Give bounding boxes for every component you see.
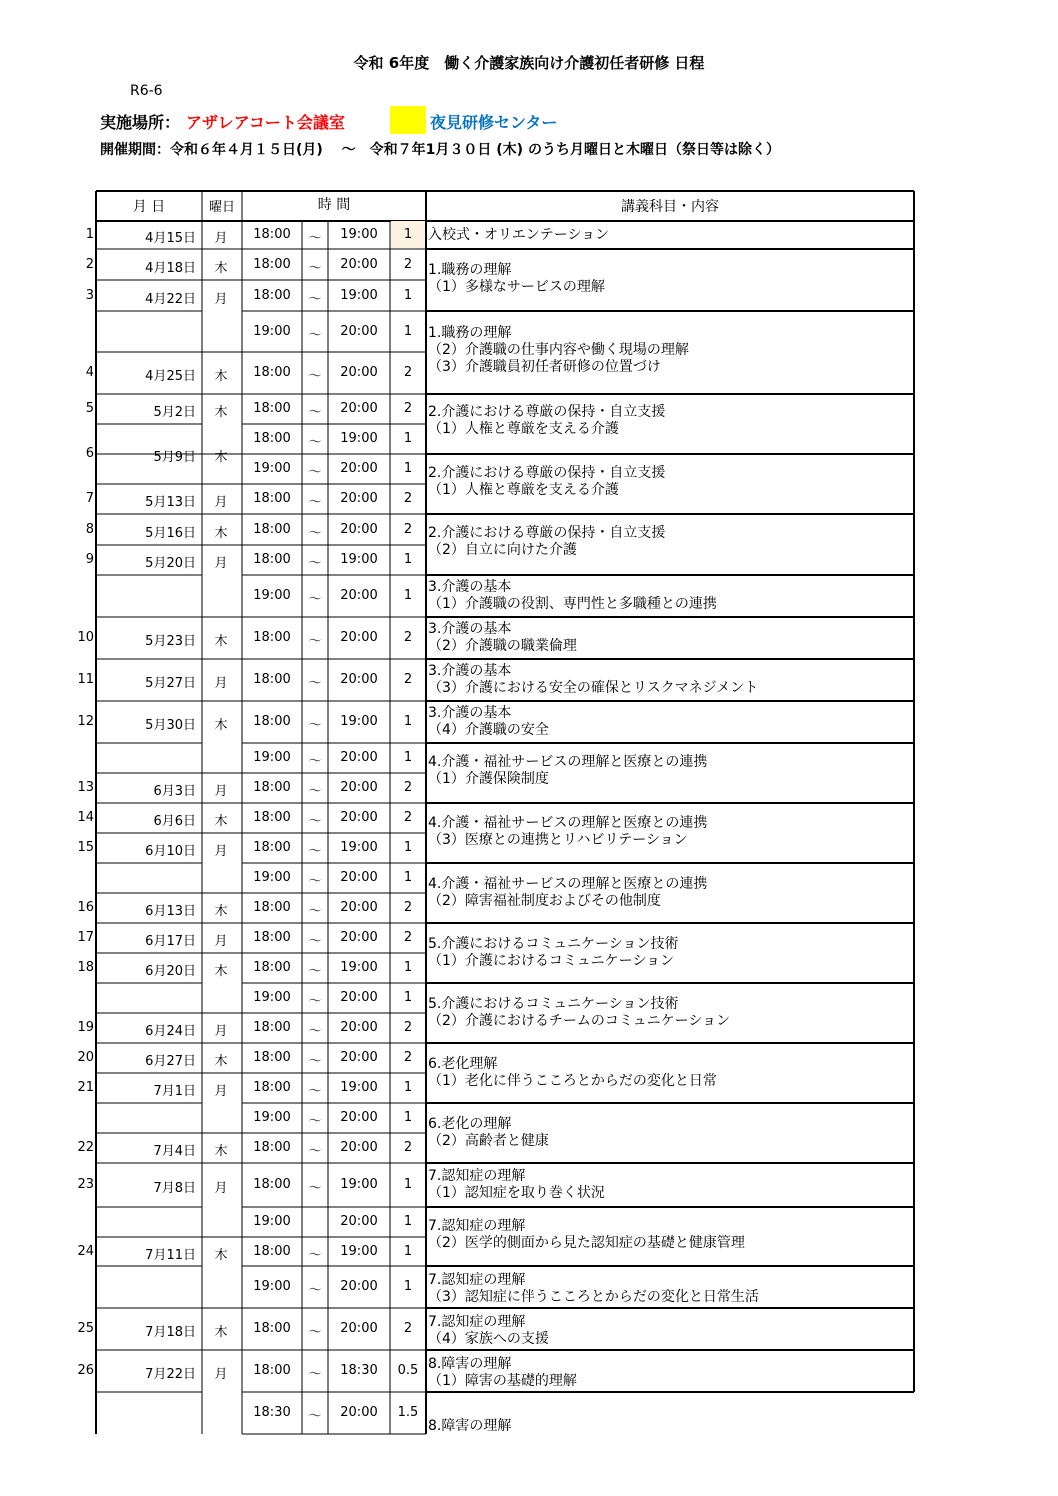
time-separator: ～ [308, 676, 322, 691]
date-cell: 7月18日 [145, 1325, 196, 1340]
hours-cell: 1 [403, 323, 413, 339]
subject-detail: （2）医学的側面から見た認知症の基礎と健康管理 [428, 1235, 745, 1251]
row-number: 2 [85, 256, 94, 272]
end-time-cell: 20:00 [340, 256, 378, 272]
hours-cell: 2 [403, 672, 413, 687]
time-separator: ～ [308, 405, 322, 420]
time-separator: ～ [308, 754, 322, 769]
end-time-cell: 20:00 [340, 630, 378, 645]
row-number: 15 [77, 840, 94, 855]
date-cell: 5月2日 [153, 405, 196, 420]
subject-detail: （1）認知症を取り巻く状況 [428, 1185, 605, 1201]
subject-title: 4.介護・福祉サービスの理解と医療との連携 [428, 815, 708, 831]
start-time-cell: 18:00 [253, 521, 291, 537]
date-cell: 6月27日 [145, 1054, 196, 1069]
row-number: 4 [85, 365, 94, 380]
subject-detail: （3）認知症に伴うこころとからだの変化と日常生活 [428, 1289, 759, 1305]
subject-title: 7.認知症の理解 [428, 1272, 526, 1288]
venue-label: 実施場所： [100, 113, 181, 132]
start-time-cell: 18:00 [253, 287, 291, 303]
hours-cell: 1 [403, 714, 413, 729]
row-number: 5 [85, 401, 94, 416]
venue-main: アザレアコート会議室 [186, 113, 345, 132]
row-number: 1 [85, 227, 94, 242]
end-time-cell: 20:00 [340, 1020, 378, 1035]
weekday-cell: 木 [214, 964, 228, 979]
time-separator: ～ [308, 1144, 322, 1159]
date-cell: 7月22日 [145, 1367, 196, 1382]
hours-cell: 2 [403, 521, 413, 537]
subject-detail: （4）介護職の安全 [428, 722, 549, 738]
end-time-cell: 20:00 [340, 1214, 378, 1229]
time-separator: ～ [308, 495, 322, 510]
start-time-cell: 18:00 [253, 227, 291, 242]
subject-title: 6.老化の理解 [428, 1116, 512, 1132]
time-separator: ～ [308, 465, 322, 480]
weekday-cell: 木 [214, 1144, 228, 1159]
row-number: 25 [77, 1321, 94, 1336]
hours-cell: 1 [403, 1110, 413, 1125]
subject-title: 5.介護におけるコミュニケーション技術 [428, 936, 679, 952]
date-cell: 6月20日 [145, 964, 196, 979]
date-cell: 6月17日 [145, 934, 196, 949]
subject-title: 1.職務の理解 [428, 325, 512, 341]
end-time-cell: 20:00 [340, 930, 378, 945]
end-time-cell: 20:00 [340, 1405, 378, 1420]
subject-title: 3.介護の基本 [428, 705, 512, 721]
hours-cell: 1 [403, 870, 413, 885]
time-separator: ～ [308, 1325, 322, 1340]
date-cell: 4月15日 [145, 231, 196, 246]
hours-cell: 0.5 [397, 1363, 419, 1378]
start-time-cell: 18:00 [253, 1050, 291, 1065]
hours-cell: 1 [403, 1080, 413, 1095]
hours-cell: 2 [403, 1020, 413, 1035]
subject-detail: （4）家族への支援 [428, 1331, 549, 1347]
weekday-cell: 木 [214, 1247, 228, 1263]
subject-title: 3.介護の基本 [428, 579, 512, 595]
subject-title: 8.障害の理解 [428, 1356, 512, 1372]
start-time-cell: 19:00 [253, 1279, 291, 1294]
hours-cell: 2 [403, 1321, 413, 1336]
end-time-cell: 20:00 [340, 521, 378, 537]
start-time-cell: 18:00 [253, 810, 291, 825]
row-number: 20 [77, 1050, 94, 1065]
subject-title: 3.介護の基本 [428, 663, 512, 679]
start-time-cell: 18:00 [253, 491, 291, 506]
subject-detail: （2）介護職の職業倫理 [428, 638, 577, 654]
weekday-cell: 木 [214, 1325, 228, 1340]
row-number: 9 [85, 552, 94, 567]
time-separator: ～ [308, 934, 322, 949]
end-time-cell: 20:00 [340, 780, 378, 795]
start-time-cell: 18:00 [253, 672, 291, 687]
end-time-cell: 20:00 [340, 810, 378, 825]
end-time-cell: 19:00 [340, 1080, 378, 1095]
hours-cell: 2 [403, 401, 413, 416]
hours-cell: 1 [403, 287, 413, 303]
start-time-cell: 19:00 [253, 323, 291, 339]
subject-title: 6.老化理解 [428, 1056, 498, 1072]
date-cell: 6月13日 [145, 904, 196, 919]
hours-cell: 2 [403, 810, 413, 825]
date-cell: 6月6日 [153, 814, 196, 829]
row-number: 24 [77, 1243, 94, 1259]
end-time-cell: 18:30 [340, 1363, 378, 1378]
end-time-cell: 20:00 [340, 672, 378, 687]
weekday-cell: 月 [214, 1367, 228, 1382]
hours-cell: 1 [403, 750, 413, 765]
start-time-cell: 19:00 [253, 461, 291, 476]
subject-detail: （1）人権と尊厳を支える介護 [428, 482, 619, 498]
end-time-cell: 19:00 [340, 714, 378, 729]
start-time-cell: 18:00 [253, 1243, 291, 1259]
page-title: 令和 6年度 働く介護家族向け介護初任者研修 日程 [353, 54, 705, 72]
end-time-cell: 19:00 [340, 960, 378, 975]
end-time-cell: 20:00 [340, 1110, 378, 1125]
hours-cell: 2 [403, 365, 413, 380]
weekday-cell: 木 [214, 405, 228, 420]
date-cell: 5月13日 [145, 495, 196, 510]
subject-detail: （2）自立に向けた介護 [428, 542, 577, 558]
subject-title: 入校式・オリエンテーション [428, 227, 610, 243]
end-time-cell: 19:00 [340, 552, 378, 567]
row-number: 6 [85, 446, 94, 461]
subject-detail: （2）介護におけるチームのコミュニケーション [428, 1013, 731, 1029]
date-cell: 6月24日 [145, 1024, 196, 1039]
subject-title: 7.認知症の理解 [428, 1314, 526, 1330]
weekday-cell: 木 [214, 1054, 228, 1069]
row-number: 11 [77, 672, 94, 687]
col-header-time: 時 間 [317, 197, 351, 213]
time-separator: ～ [308, 718, 322, 733]
time-separator: ～ [308, 1054, 322, 1069]
subject-title: 4.介護・福祉サービスの理解と医療との連携 [428, 876, 708, 892]
hours-cell: 2 [403, 491, 413, 506]
hours-cell: 1 [403, 461, 413, 476]
weekday-cell: 月 [214, 291, 228, 307]
start-time-cell: 18:00 [253, 630, 291, 645]
start-time-cell: 18:00 [253, 714, 291, 729]
time-separator: ～ [308, 525, 322, 541]
hours-cell: 1 [403, 990, 413, 1005]
time-separator: ～ [308, 784, 322, 799]
weekday-cell: 木 [214, 525, 228, 541]
subject-detail: （1）介護職の役割、専門性と多職種との連携 [428, 596, 717, 612]
row-number: 19 [77, 1020, 94, 1035]
start-time-cell: 18:00 [253, 1177, 291, 1192]
time-separator: ～ [308, 1247, 322, 1263]
weekday-cell: 月 [214, 1084, 228, 1099]
weekday-cell: 木 [214, 369, 228, 384]
row-number: 26 [77, 1363, 94, 1378]
time-separator: ～ [308, 1114, 322, 1129]
end-time-cell: 20:00 [340, 588, 378, 603]
subject-title: 1.職務の理解 [428, 262, 512, 278]
hours-cell: 2 [403, 630, 413, 645]
start-time-cell: 18:00 [253, 1080, 291, 1095]
start-time-cell: 18:00 [253, 780, 291, 795]
date-cell: 5月30日 [145, 718, 196, 733]
subject-detail: （1）人権と尊厳を支える介護 [428, 421, 619, 437]
time-separator: ～ [308, 844, 322, 859]
start-time-cell: 18:00 [253, 431, 291, 446]
date-cell: 7月1日 [153, 1084, 196, 1099]
date-cell: 5月20日 [145, 556, 196, 571]
end-time-cell: 20:00 [340, 1140, 378, 1155]
weekday-cell: 木 [214, 718, 228, 733]
hours-cell: 2 [403, 930, 413, 945]
hours-cell: 1 [403, 431, 413, 446]
hours-cell: 1 [403, 1214, 413, 1229]
time-separator: ～ [308, 435, 322, 450]
subject-detail: （3）医療との連携とリハビリテーション [428, 832, 688, 848]
end-time-cell: 20:00 [340, 870, 378, 885]
end-time-cell: 20:00 [340, 323, 378, 339]
time-separator: ～ [308, 814, 322, 829]
date-cell: 4月18日 [145, 260, 196, 276]
end-time-cell: 20:00 [340, 365, 378, 380]
time-separator: ～ [308, 1283, 322, 1298]
weekday-cell: 月 [214, 495, 228, 510]
hours-cell: 2 [403, 256, 413, 272]
weekday-cell: 木 [214, 260, 228, 276]
subject-detail: （1）介護におけるコミュニケーション [428, 953, 675, 969]
subject-detail: （2）介護職の仕事内容や働く現場の理解 [428, 342, 689, 358]
date-cell: 5月27日 [145, 676, 196, 691]
date-cell: 4月22日 [145, 291, 196, 307]
hours-cell: 2 [403, 1050, 413, 1065]
subject-title: 3.介護の基本 [428, 621, 512, 637]
date-cell: 6月3日 [153, 784, 196, 799]
col-header-date: 月 日 [132, 199, 166, 215]
start-time-cell: 18:00 [253, 1321, 291, 1336]
end-time-cell: 20:00 [340, 1050, 378, 1065]
weekday-cell: 木 [214, 450, 228, 465]
start-time-cell: 19:00 [253, 1214, 291, 1229]
period-text: 開催期間：令和６年４月１５日(月) ～ 令和７年1月３０日 (木) のうち月曜日と木曜日（祭日等は除く） [100, 142, 780, 158]
time-separator: ～ [308, 904, 322, 919]
start-time-cell: 19:00 [253, 588, 291, 603]
start-time-cell: 18:00 [253, 930, 291, 945]
time-separator: ～ [308, 327, 322, 343]
start-time-cell: 18:00 [253, 1140, 291, 1155]
hours-cell: 1 [403, 960, 413, 975]
row-number: 14 [77, 810, 94, 825]
weekday-cell: 月 [214, 844, 228, 859]
start-time-cell: 19:00 [253, 870, 291, 885]
hours-cell: 1 [403, 840, 413, 855]
start-time-cell: 18:00 [253, 365, 291, 380]
row-number: 3 [85, 287, 94, 303]
weekday-cell: 月 [214, 676, 228, 691]
row-number: 23 [77, 1177, 94, 1192]
weekday-cell: 月 [214, 556, 228, 571]
subject-title: 7.認知症の理解 [428, 1218, 526, 1234]
subject-title: 2.介護における尊厳の保持・自立支援 [428, 404, 666, 420]
date-cell: 6月10日 [145, 844, 196, 859]
date-cell: 7月8日 [153, 1181, 196, 1196]
end-time-cell: 20:00 [340, 990, 378, 1005]
weekday-cell: 木 [214, 634, 228, 649]
row-number: 12 [77, 714, 94, 729]
subject-detail: （3）介護における安全の確保とリスクマネジメント [428, 680, 759, 696]
row-number: 13 [77, 780, 94, 795]
time-separator: ～ [308, 291, 322, 307]
date-cell: 5月16日 [145, 525, 196, 541]
time-separator: ～ [308, 964, 322, 979]
start-time-cell: 18:00 [253, 960, 291, 975]
end-time-cell: 19:00 [340, 227, 378, 242]
subject-detail: （1）障害の基礎的理解 [428, 1373, 577, 1389]
col-header-subject: 講義科目・内容 [621, 199, 719, 215]
time-separator: ～ [308, 556, 322, 571]
time-separator: ～ [308, 1181, 322, 1196]
row-number: 10 [77, 630, 94, 645]
time-separator: ～ [308, 260, 322, 276]
row-number: 21 [77, 1080, 94, 1095]
time-separator: ～ [308, 994, 322, 1009]
row-number: 7 [85, 491, 94, 506]
time-separator: ～ [308, 592, 322, 607]
weekday-cell: 木 [214, 814, 228, 829]
hours-cell: 1 [403, 1243, 413, 1259]
hours-cell: 1 [403, 1177, 413, 1192]
subject-detail: （2）高齢者と健康 [428, 1133, 549, 1149]
row-number: 17 [77, 930, 94, 945]
start-time-cell: 18:00 [253, 256, 291, 272]
subject-title: 2.介護における尊厳の保持・自立支援 [428, 465, 666, 481]
end-time-cell: 20:00 [340, 1279, 378, 1294]
start-time-cell: 18:00 [253, 1020, 291, 1035]
hours-cell: 2 [403, 900, 413, 915]
subject-detail: （2）障害福祉制度およびその他制度 [428, 893, 661, 909]
venue-alt: 夜見研修センター [430, 113, 558, 132]
start-time-cell: 19:00 [253, 1110, 291, 1125]
end-time-cell: 20:00 [340, 401, 378, 416]
hours-cell: 1 [403, 227, 413, 242]
date-cell: 7月4日 [153, 1144, 196, 1159]
weekday-cell: 月 [214, 934, 228, 949]
subject-detail: （1）老化に伴うこころとからだの変化と日常 [428, 1073, 717, 1089]
date-cell: 7月11日 [145, 1247, 196, 1263]
time-separator: ～ [308, 874, 322, 889]
hours-cell: 1 [403, 1279, 413, 1294]
hours-cell: 1.5 [397, 1405, 419, 1420]
time-separator: ～ [308, 369, 322, 384]
weekday-cell: 月 [214, 1181, 228, 1196]
subject-detail: （1）介護保険制度 [428, 771, 549, 787]
end-time-cell: 19:00 [340, 1177, 378, 1192]
time-separator: ～ [308, 1084, 322, 1099]
end-time-cell: 20:00 [340, 750, 378, 765]
end-time-cell: 20:00 [340, 900, 378, 915]
end-time-cell: 19:00 [340, 431, 378, 446]
hours-cell: 2 [403, 780, 413, 795]
row-number: 22 [77, 1140, 94, 1155]
end-time-cell: 20:00 [340, 461, 378, 476]
subject-detail: （1）多様なサービスの理解 [428, 279, 605, 295]
start-time-cell: 18:00 [253, 552, 291, 567]
start-time-cell: 18:00 [253, 401, 291, 416]
start-time-cell: 18:00 [253, 900, 291, 915]
date-cell: 4月25日 [145, 369, 196, 384]
subject-title: 5.介護におけるコミュニケーション技術 [428, 996, 679, 1012]
subject-title: 7.認知症の理解 [428, 1168, 526, 1184]
end-time-cell: 19:00 [340, 1243, 378, 1259]
date-cell: 5月9日 [153, 450, 196, 465]
end-time-cell: 20:00 [340, 491, 378, 506]
end-time-cell: 20:00 [340, 1321, 378, 1336]
time-separator: ～ [308, 231, 322, 246]
hours-cell: 1 [403, 552, 413, 567]
start-time-cell: 19:00 [253, 750, 291, 765]
hours-cell: 1 [403, 588, 413, 603]
weekday-cell: 月 [214, 784, 228, 799]
subject-title: 2.介護における尊厳の保持・自立支援 [428, 525, 666, 541]
subject-title: 8.障害の理解 [428, 1418, 512, 1434]
date-cell: 5月23日 [145, 634, 196, 649]
hours-cell: 2 [403, 1140, 413, 1155]
time-separator: ～ [308, 634, 322, 649]
time-separator: ～ [308, 1367, 322, 1382]
start-time-cell: 18:00 [253, 1363, 291, 1378]
subject-detail: （3）介護職員初任者研修の位置づけ [428, 359, 661, 375]
weekday-cell: 月 [214, 231, 228, 246]
time-separator: ～ [308, 1024, 322, 1039]
start-time-cell: 18:00 [253, 840, 291, 855]
col-header-dow: 曜日 [208, 200, 235, 215]
document-code: R6-6 [130, 83, 163, 99]
end-time-cell: 19:00 [340, 287, 378, 303]
row-number: 18 [77, 960, 94, 975]
subject-title: 4.介護・福祉サービスの理解と医療との連携 [428, 754, 708, 770]
row-number: 8 [85, 521, 94, 537]
start-time-cell: 18:30 [253, 1405, 291, 1420]
time-separator: ～ [308, 1409, 322, 1424]
start-time-cell: 19:00 [253, 990, 291, 1005]
end-time-cell: 19:00 [340, 840, 378, 855]
weekday-cell: 月 [214, 1024, 228, 1039]
row-number: 16 [77, 900, 94, 915]
weekday-cell: 木 [214, 904, 228, 919]
